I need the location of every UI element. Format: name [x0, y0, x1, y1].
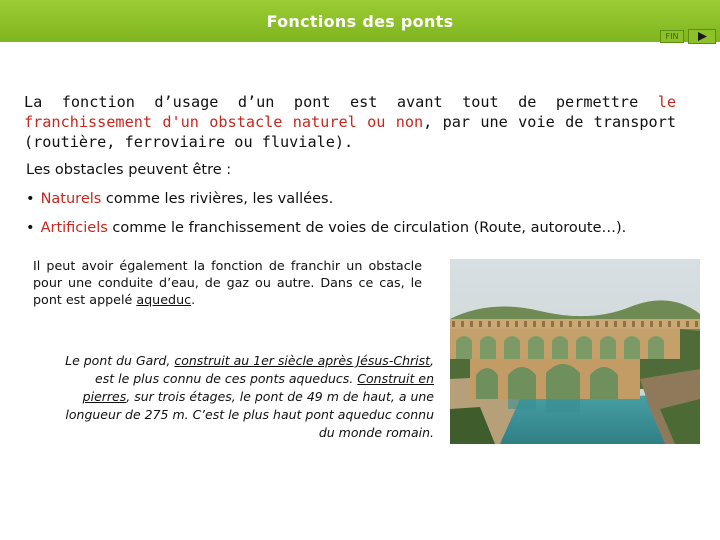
gard-text-3: , sur trois étages, le pont de 49 m de haut, a une longueur de 275 m. C’est le plus haut pont aqueduc connu du monde romain.: [65, 389, 434, 440]
aqueduct-link[interactable]: aqueduc: [136, 292, 192, 307]
obstacle-desc: comme les rivières, les vallées.: [101, 191, 334, 207]
obstacle-term: Naturels: [40, 191, 102, 207]
aqueduct-paragraph: [33, 257, 422, 308]
gard-link-date[interactable]: construit au 1er siècle après Jésus-Christ: [174, 353, 431, 368]
intro-text-2: , par une voie de transport (routière, ferroviaire ou fluviale).: [24, 113, 676, 151]
bullet-icon: •: [26, 191, 35, 207]
gard-text-1: Le pont du Gard,: [65, 353, 175, 368]
fin-button[interactable]: FIN: [660, 30, 684, 43]
gard-link-stone[interactable]: Construit en pierres: [82, 371, 434, 404]
intro-paragraph: [24, 92, 676, 152]
obstacles-heading: Les obstacles peuvent être :: [26, 162, 232, 178]
aqueduct-end: .: [191, 292, 196, 307]
page-title: Fonctions des ponts: [266, 12, 454, 31]
aqueduct-text: Il peut avoir également la fonction de franchir un obstacle pour une conduite d’eau, de gaz ou autre. Dans ce cas, le pont est appelé: [33, 258, 422, 307]
intro-text-1: La fonction d’usage d’un pont est avant tout de permettre: [24, 93, 658, 111]
pont-du-gard-photo: [450, 259, 700, 444]
list-item: [26, 220, 626, 236]
aqueduct-image: [450, 259, 700, 444]
header-bar: [0, 0, 720, 42]
play-arrow-icon: [689, 30, 715, 43]
pont-du-gard-caption: [48, 352, 434, 442]
obstacle-desc: comme le franchissement de voies de circulation (Route, autoroute…).: [107, 220, 627, 236]
list-item: [26, 191, 333, 207]
gard-text-2: , est le plus connu de ces ponts aqueducs.: [95, 353, 434, 386]
bullet-icon: •: [26, 220, 35, 236]
next-button[interactable]: [688, 29, 716, 44]
obstacle-term: Artificiels: [40, 220, 108, 236]
intro-highlight: le franchissement d'un obstacle naturel ou non: [24, 93, 676, 131]
